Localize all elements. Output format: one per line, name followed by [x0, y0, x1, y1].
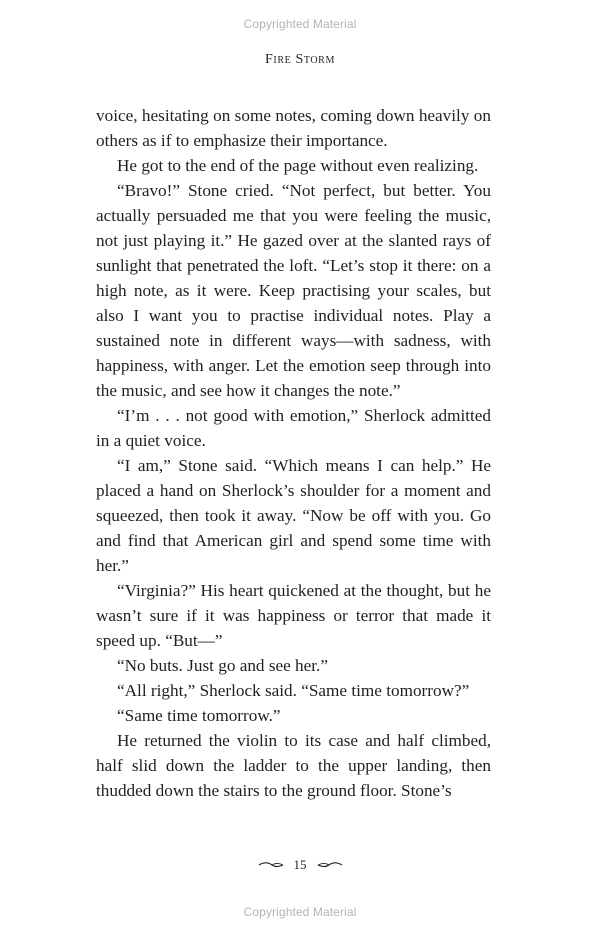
- copyright-watermark-top: Copyrighted Material: [243, 17, 357, 31]
- flourish-right-icon: [317, 861, 343, 869]
- paragraph: He returned the violin to its case and half climbed, half slid down the ladder to the upper landing, then thudded down the stairs to the ground floor. Stone’s: [96, 731, 491, 800]
- body-text: [96, 103, 491, 803]
- paragraph: “Virginia?” His heart quickened at the thought, but he wasn’t sure if it was happiness or terror that made it speed up. “But—”: [96, 581, 491, 650]
- paragraph: voice, hesitating on some notes, coming down heavily on others as if to emphasize their importance.: [96, 106, 491, 150]
- paragraph: “I’m . . . not good with emotion,” Sherlock admitted in a quiet voice.: [96, 406, 491, 450]
- page-number: 15: [293, 857, 307, 872]
- paragraph: “I am,” Stone said. “Which means I can help.” He placed a hand on Sherlock’s shoulder for a moment and squeezed, then took it away. “Now be off with you. Go and find that American girl and spend some time with her.”: [96, 456, 491, 575]
- paragraph: “Bravo!” Stone cried. “Not perfect, but better. You actually persuaded me that you were feeling the music, not just playing it.” He gazed over at the slanted rays of sunlight that penetrated the loft. “Let’s stop it there: on a high note, as it were. Keep practising your scales, but also I want you to practise individual notes. Play a sustained note in different ways—with sadness, with happiness, with anger. Let the emotion seep through into the music, and see how it changes the note.”: [96, 181, 491, 400]
- paragraph: “All right,” Sherlock said. “Same time tomorrow?”: [117, 681, 470, 700]
- copyright-watermark-bottom: Copyrighted Material: [243, 905, 357, 919]
- paragraph: “No buts. Just go and see her.”: [117, 656, 328, 675]
- flourish-left-icon: [258, 861, 284, 869]
- running-head: Fire Storm: [265, 52, 335, 67]
- page-folio: [0, 857, 600, 873]
- paragraph: He got to the end of the page without even realizing.: [117, 156, 479, 175]
- paragraph: “Same time tomorrow.”: [117, 706, 281, 725]
